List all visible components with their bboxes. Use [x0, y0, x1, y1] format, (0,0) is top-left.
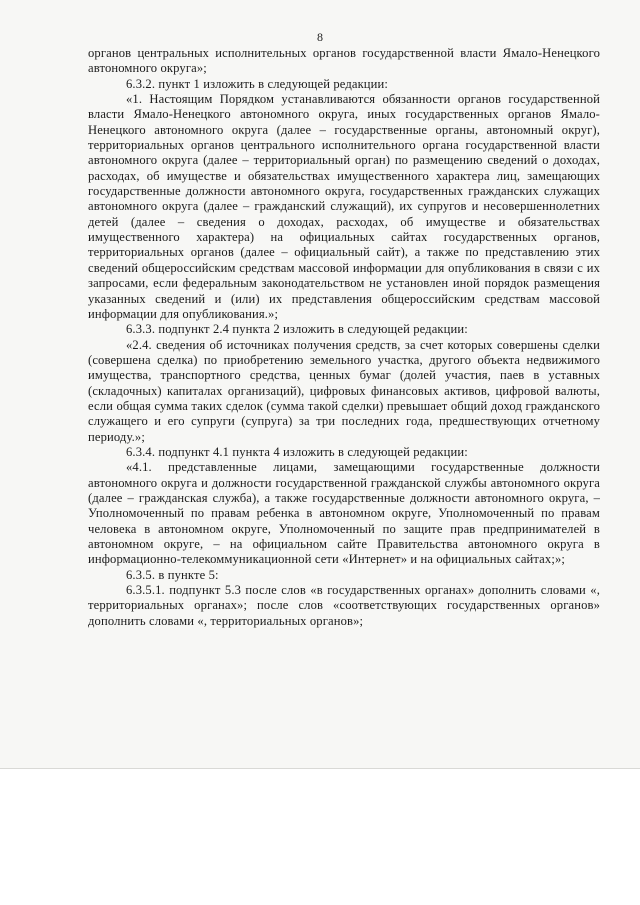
- page-number: 8: [317, 30, 323, 44]
- paragraph-quoted-subpoint-4-1: «4.1. представленные лицами, замещающими государственные должности автономного округа и должности государственной гражданской службы автономного округа (далее – гражданская служба), а также государственные должности автономного округа, – Уполномоченный по правам ребенка в автономном округе, Уполномоченный по правам человека в автономном округе, Уполномоченный по защите прав предпринимателей в автономном округе, – на официальном сайте Правительства автономного округа в информационно-телекоммуникационной сети «Интернет» и на официальных сайтах;»;: [88, 460, 600, 567]
- paragraph-item-6-3-5: 6.3.5. в пункте 5:: [126, 567, 219, 582]
- paragraph-continuation: органов центральных исполнительных органов государственной власти Ямало-Ненецкого автономного округа»;: [88, 46, 600, 76]
- paragraph-item-6-3-4: 6.3.4. подпункт 4.1 пункта 4 изложить в следующей редакции:: [126, 444, 468, 459]
- paragraph-item-6-3-2: 6.3.2. пункт 1 изложить в следующей редакции:: [126, 76, 389, 91]
- paragraph-item-6-3-3: 6.3.3. подпункт 2.4 пункта 2 изложить в следующей редакции:: [126, 322, 468, 337]
- paragraph-item-6-3-5-1: 6.3.5.1. подпункт 5.3 после слов «в государственных органах» дополнить словами «, территориальных органах»; после слов «соответствующих государственных органов» дополнить словами «, территориальных органов»;: [88, 583, 600, 628]
- paragraph-quoted-point-1: «1. Настоящим Порядком устанавливаются обязанности органов государственной власти Ямало-Ненецкого автономного округа, иных государственных органов Ямало-Ненецкого автономного округа (далее – государственные органы, автономный округ), территориальных органов центрального исполнительного органа государственной власти автономного округа (далее – территориальный орган) по размещению сведений о доходах, расходах, об имуществе и обязательствах имущественного характера лиц, замещающих государственные должности автономного округа, государственных гражданских служащих автономного округа (далее – гражданский служащий), их супругов и несовершеннолетних детей (далее – сведения о доходах, расходах, об имуществе и обязательствах имущественного характера) на официальных сайтах государственных органов, территориальных органов (далее – официальный сайт), а также по представлению этих сведений общероссийским средствам массовой информации для опубликования в связи с их запросами, если федеральным законодательством не установлен иной порядок размещения указанных сведений и (или) их представления общероссийским средствам массовой информации для опубликования.»;: [88, 92, 600, 321]
- document-body: [88, 46, 600, 629]
- paragraph-quoted-subpoint-2-4: «2.4. сведения об источниках получения средств, за счет которых совершены сделки (совершена сделка) по приобретению земельного участка, другого объекта недвижимого имущества, транспортного средства, ценных бумаг (долей участия, паев в уставных (складочных) капиталах организаций), цифровых финансовых активов, цифровой валюты, если общая сумма таких сделок (сумма такой сделки) превышает общий доход гражданского служащего и его супруги (супруга) за три последних года, предшествующих отчетному периоду.»;: [88, 337, 600, 444]
